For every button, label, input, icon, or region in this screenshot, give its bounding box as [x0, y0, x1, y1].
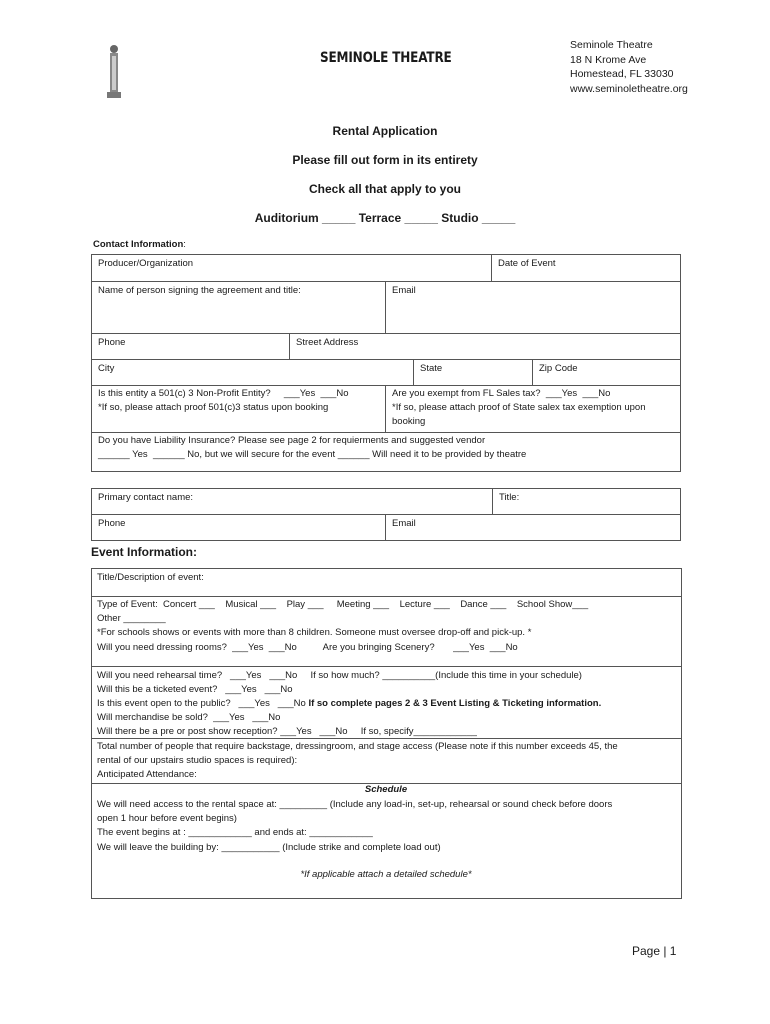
primary-email-label: Email [392, 518, 416, 529]
schedule-heading: Schedule [364, 784, 408, 795]
signer-field[interactable] [91, 281, 386, 334]
producer-field[interactable] [91, 254, 492, 282]
liability-field[interactable] [91, 432, 681, 472]
phone-label: Phone [98, 337, 126, 348]
tax-exempt-field[interactable] [385, 385, 681, 433]
date-of-event-label: Date of Event [498, 258, 556, 269]
street-address-label: Street Address [296, 337, 359, 348]
schools-note: *For schools shows or events with more than 8 children. Someone must oversee drop-off and pick-up. * [97, 627, 532, 638]
tax-exempt-question: Are you exempt from FL Sales tax? ___Yes ___No [392, 388, 611, 399]
primary-contact-field[interactable] [91, 488, 493, 515]
form-subtitle: Check all that apply to you [308, 182, 462, 196]
liability-options: ______ Yes ______ No, but we will secure for the event ______ Will need it to be provided by theatre [98, 449, 527, 460]
attendance-field[interactable]: Anticipated Attendance: [97, 769, 197, 780]
divider [91, 666, 681, 667]
tax-exempt-note: *If so, please attach proof of State salex tax exemption upon [392, 402, 646, 413]
nonprofit-question: Is this entity a 501(c) 3 Non-Profit Entity? ___Yes ___No [98, 388, 349, 399]
theatre-marquee-icon [104, 44, 124, 100]
address-line: Homestead, FL 33030 [570, 68, 674, 80]
reception-question[interactable]: Will there be a pre or post show reception? ___Yes ___No If so, specify____________ [97, 726, 477, 737]
tax-exempt-note: booking [392, 416, 426, 427]
event-type-options[interactable]: Type of Event: Concert ___ Musical ___ Play ___ Meeting ___ Lecture ___ Dance ___ School Show___ [97, 599, 589, 610]
zip-label: Zip Code [539, 363, 578, 374]
address-line: Seminole Theatre [570, 39, 653, 51]
form-subtitle: Please fill out form in its entirety [292, 153, 478, 167]
liability-question: Do you have Liability Insurance? Please see page 2 for requierments and suggested vendor [98, 435, 486, 446]
primary-phone-label: Phone [98, 518, 126, 529]
contact-heading [93, 239, 186, 250]
merch-question[interactable]: Will merchandise be sold? ___Yes ___No [97, 712, 281, 723]
producer-label: Producer/Organization [98, 258, 194, 269]
form-title: Rental Application [332, 124, 438, 138]
dressing-scenery-question[interactable]: Will you need dressing rooms? ___Yes ___No Are you bringing Scenery? ___Yes ___No [97, 642, 518, 653]
access-time-field[interactable]: We will need access to the rental space at: _________ (Include any load-in, set-up, rehearsal or sound check before doors [97, 799, 613, 810]
email-label: Email [392, 285, 416, 296]
event-title-field[interactable]: Title/Description of event: [97, 572, 204, 583]
primary-contact-label: Primary contact name: [98, 492, 194, 503]
state-label: State [420, 363, 443, 374]
event-heading: Event Information: [91, 545, 198, 559]
contact-heading-colon: : [183, 239, 186, 250]
phone-field[interactable] [91, 333, 290, 360]
rehearsal-question[interactable]: Will you need rehearsal time? ___Yes ___No If so how much? __________(Include this time in your schedule) [97, 670, 582, 681]
primary-title-label: Title: [499, 492, 520, 503]
primary-phone-field[interactable] [91, 514, 386, 541]
email-field[interactable] [385, 281, 681, 334]
ticketed-question[interactable]: Will this be a ticketed event? ___Yes ___No [97, 684, 293, 695]
public-question[interactable] [97, 697, 601, 711]
city-field[interactable] [91, 359, 414, 386]
city-label: City [98, 363, 115, 374]
contact-heading-text: Contact Information [93, 239, 184, 250]
access-time-note: open 1 hour before event begins) [97, 813, 237, 824]
event-time-field[interactable]: The event begins at : ____________ and ends at: ____________ [97, 827, 373, 838]
total-people-question: Total number of people that require backstage, dressingroom, and stage access (Please note if this number exceeds 45, the [97, 741, 618, 752]
nonprofit-field[interactable] [91, 385, 386, 433]
org-address [570, 38, 688, 96]
state-field[interactable] [413, 359, 533, 386]
total-people-question-cont: rental of our upstairs studio spaces is required): [97, 755, 298, 766]
address-line: 18 N Krome Ave [570, 53, 647, 66]
divider [91, 596, 681, 597]
zip-field[interactable] [532, 359, 681, 386]
date-of-event-field[interactable] [491, 254, 681, 282]
street-address-field[interactable] [289, 333, 681, 360]
public-question-instruction: If so complete pages 2 & 3 Event Listing & Ticketing information. [308, 698, 602, 709]
org-name: SEMINOLE THEATRE [320, 50, 452, 66]
primary-email-field[interactable] [385, 514, 681, 541]
signer-label: Name of person signing the agreement and title: [98, 285, 301, 296]
page-number: Page | 1 [632, 944, 677, 958]
primary-title-field[interactable] [492, 488, 681, 515]
space-selection[interactable]: Auditorium _____ Terrace _____ Studio _____ [254, 211, 516, 225]
website-link[interactable]: www.seminoletheatre.org [570, 82, 688, 95]
public-question-text: Is this event open to the public? ___Yes ___No [97, 698, 309, 709]
event-type-other[interactable]: Other ________ [97, 613, 166, 624]
attach-schedule-note: *If applicable attach a detailed schedule* [300, 869, 472, 880]
nonprofit-note: *If so, please attach proof 501(c)3 status upon booking [98, 402, 329, 413]
leave-time-field[interactable]: We will leave the building by: ___________ (Include strike and complete load out) [97, 842, 441, 853]
